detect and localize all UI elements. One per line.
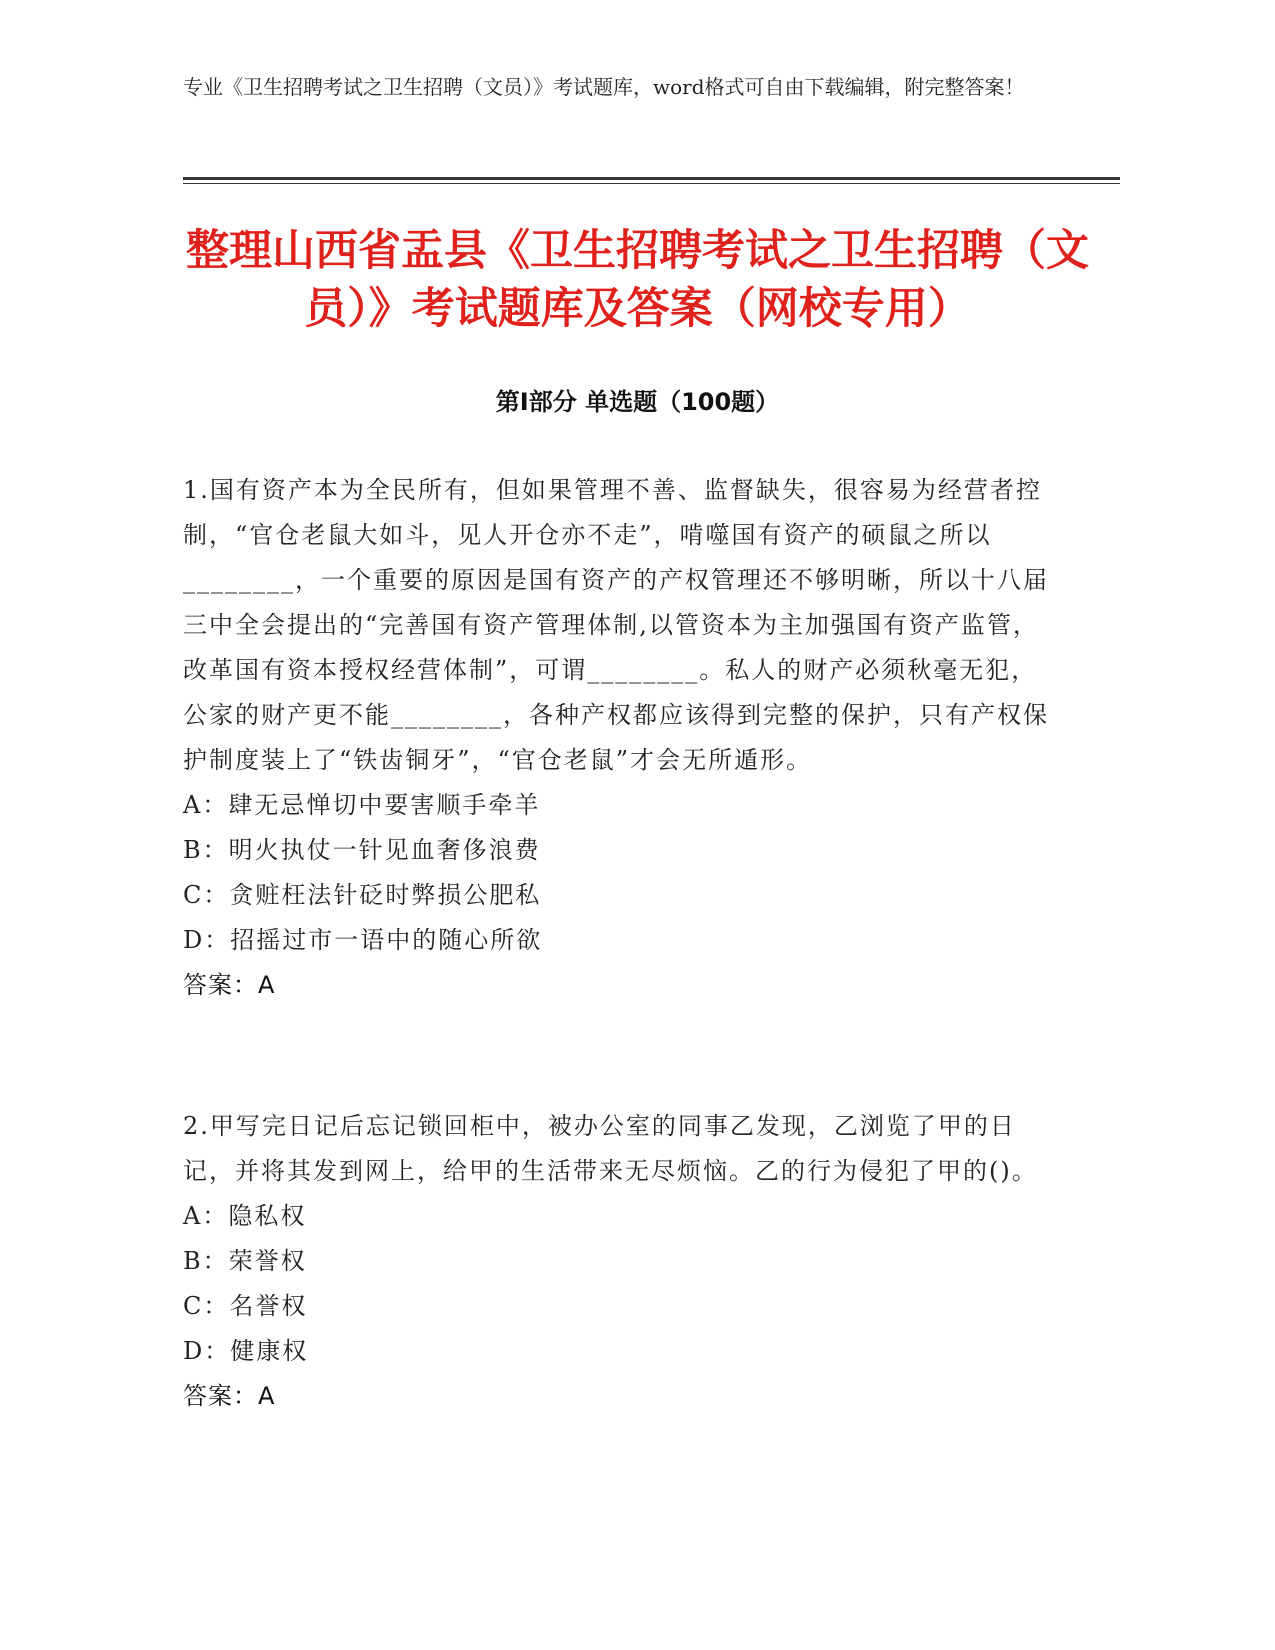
option-d: D：招摇过市一语中的随心所欲 [183,926,543,954]
question-1 [183,468,1053,1008]
section-heading: 第Ⅰ部分 单选题（100题） [495,388,780,416]
header-divider-thin [183,183,1120,184]
question-stem: 1.国有资产本为全民所有，但如果管理不善、监督缺失，很容易为经营者控制，“官仓老鼠大如斗，见人开仓亦不走”，啃噬国有资产的硕鼠之所以________，一个重要的原因是国有资产的产权管理还不够明晰，所以十八届三中全会提出的“完善国有资产管理体制,以管资本为主加强国有资产监管，改革国有资本授权经营体制”，可谓________。私人的财产必须秋毫无犯，公家的财产更不能________，各种产权都应该得到完整的保护，只有产权保护制度装上了“铁齿铜牙”，“官仓老鼠”才会无所遁形。 [183,476,1049,774]
option-c: C：贪赃枉法针砭时弊损公肥私 [183,881,542,909]
option-c: C：名誉权 [183,1292,308,1320]
question-stem: 2.甲写完日记后忘记锁回柜中，被办公室的同事乙发现，乙浏览了甲的日记，并将其发到网上，给甲的生活带来无尽烦恼。乙的行为侵犯了甲的()。 [183,1112,1038,1185]
document-header-note: 专业《卫生招聘考试之卫生招聘（文员）》考试题库，word格式可自由下载编辑，附完整答案！ [183,75,1025,99]
answer-line: 答案：A [183,971,276,999]
header-divider-thick [183,177,1120,180]
option-b: B：荣誉权 [183,1247,307,1275]
question-2 [183,1104,1053,1419]
document-title: 整理山西省盂县《卫生招聘考试之卫生招聘（文员）》考试题库及答案（网校专用） [186,226,1089,334]
option-a: A：隐私权 [183,1202,307,1230]
option-b: B：明火执仗一针见血奢侈浪费 [183,836,541,864]
option-a: A：肆无忌惮切中要害顺手牵羊 [183,791,541,819]
option-d: D：健康权 [183,1337,309,1365]
answer-line: 答案：A [183,1382,276,1410]
